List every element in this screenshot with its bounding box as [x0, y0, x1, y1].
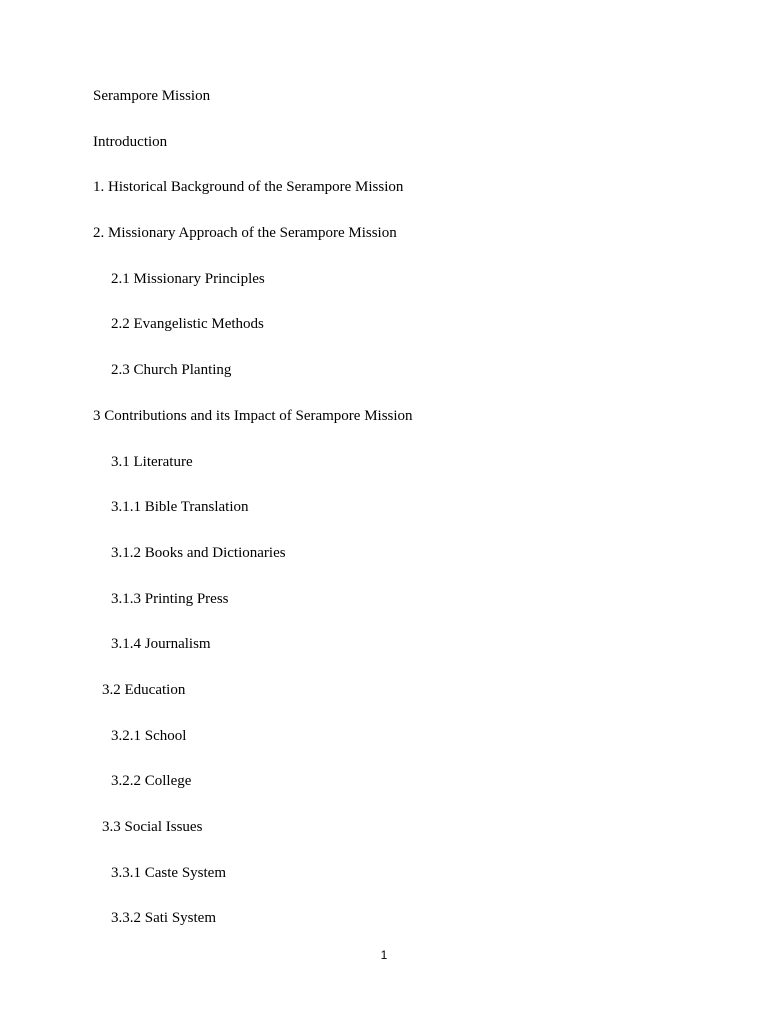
toc-entry-3-3-1: 3.3.1 Caste System — [111, 864, 226, 881]
document-title: Serampore Mission — [93, 88, 211, 104]
toc-entry-2-3: 2.3 Church Planting — [111, 362, 232, 379]
toc-entry-3-1-2: 3.1.2 Books and Dictionaries — [111, 544, 286, 561]
toc-entry-1: 1. Historical Background of the Serampore Mission — [93, 179, 404, 196]
table-of-contents — [93, 86, 413, 954]
toc-entry-3-3: 3.3 Social Issues — [102, 819, 203, 835]
toc-entry-3-2: 3.2 Education — [102, 681, 186, 698]
toc-entry-3-2-2: 3.2.2 College — [111, 773, 192, 790]
toc-entry-3: 3 Contributions and its Impact of Serampore Mission — [93, 407, 413, 424]
page-number: 1 — [380, 948, 388, 962]
toc-entry-2-2: 2.2 Evangelistic Methods — [111, 316, 264, 333]
toc-entry-3-2-1: 3.2.1 School — [111, 727, 187, 744]
toc-entry-3-1-4: 3.1.4 Journalism — [111, 636, 211, 653]
toc-entry-2-1: 2.1 Missionary Principles — [111, 270, 265, 287]
toc-entry-2: 2. Missionary Approach of the Serampore Mission — [93, 225, 397, 242]
toc-entry-3-1-3: 3.1.3 Printing Press — [111, 590, 229, 607]
toc-entry-3-3-2: 3.3.2 Sati System — [111, 910, 217, 927]
toc-entry-introduction: Introduction — [93, 133, 168, 150]
toc-entry-3-1-1: 3.1.1 Bible Translation — [111, 499, 249, 516]
toc-entry-3-1: 3.1 Literature — [111, 453, 193, 470]
